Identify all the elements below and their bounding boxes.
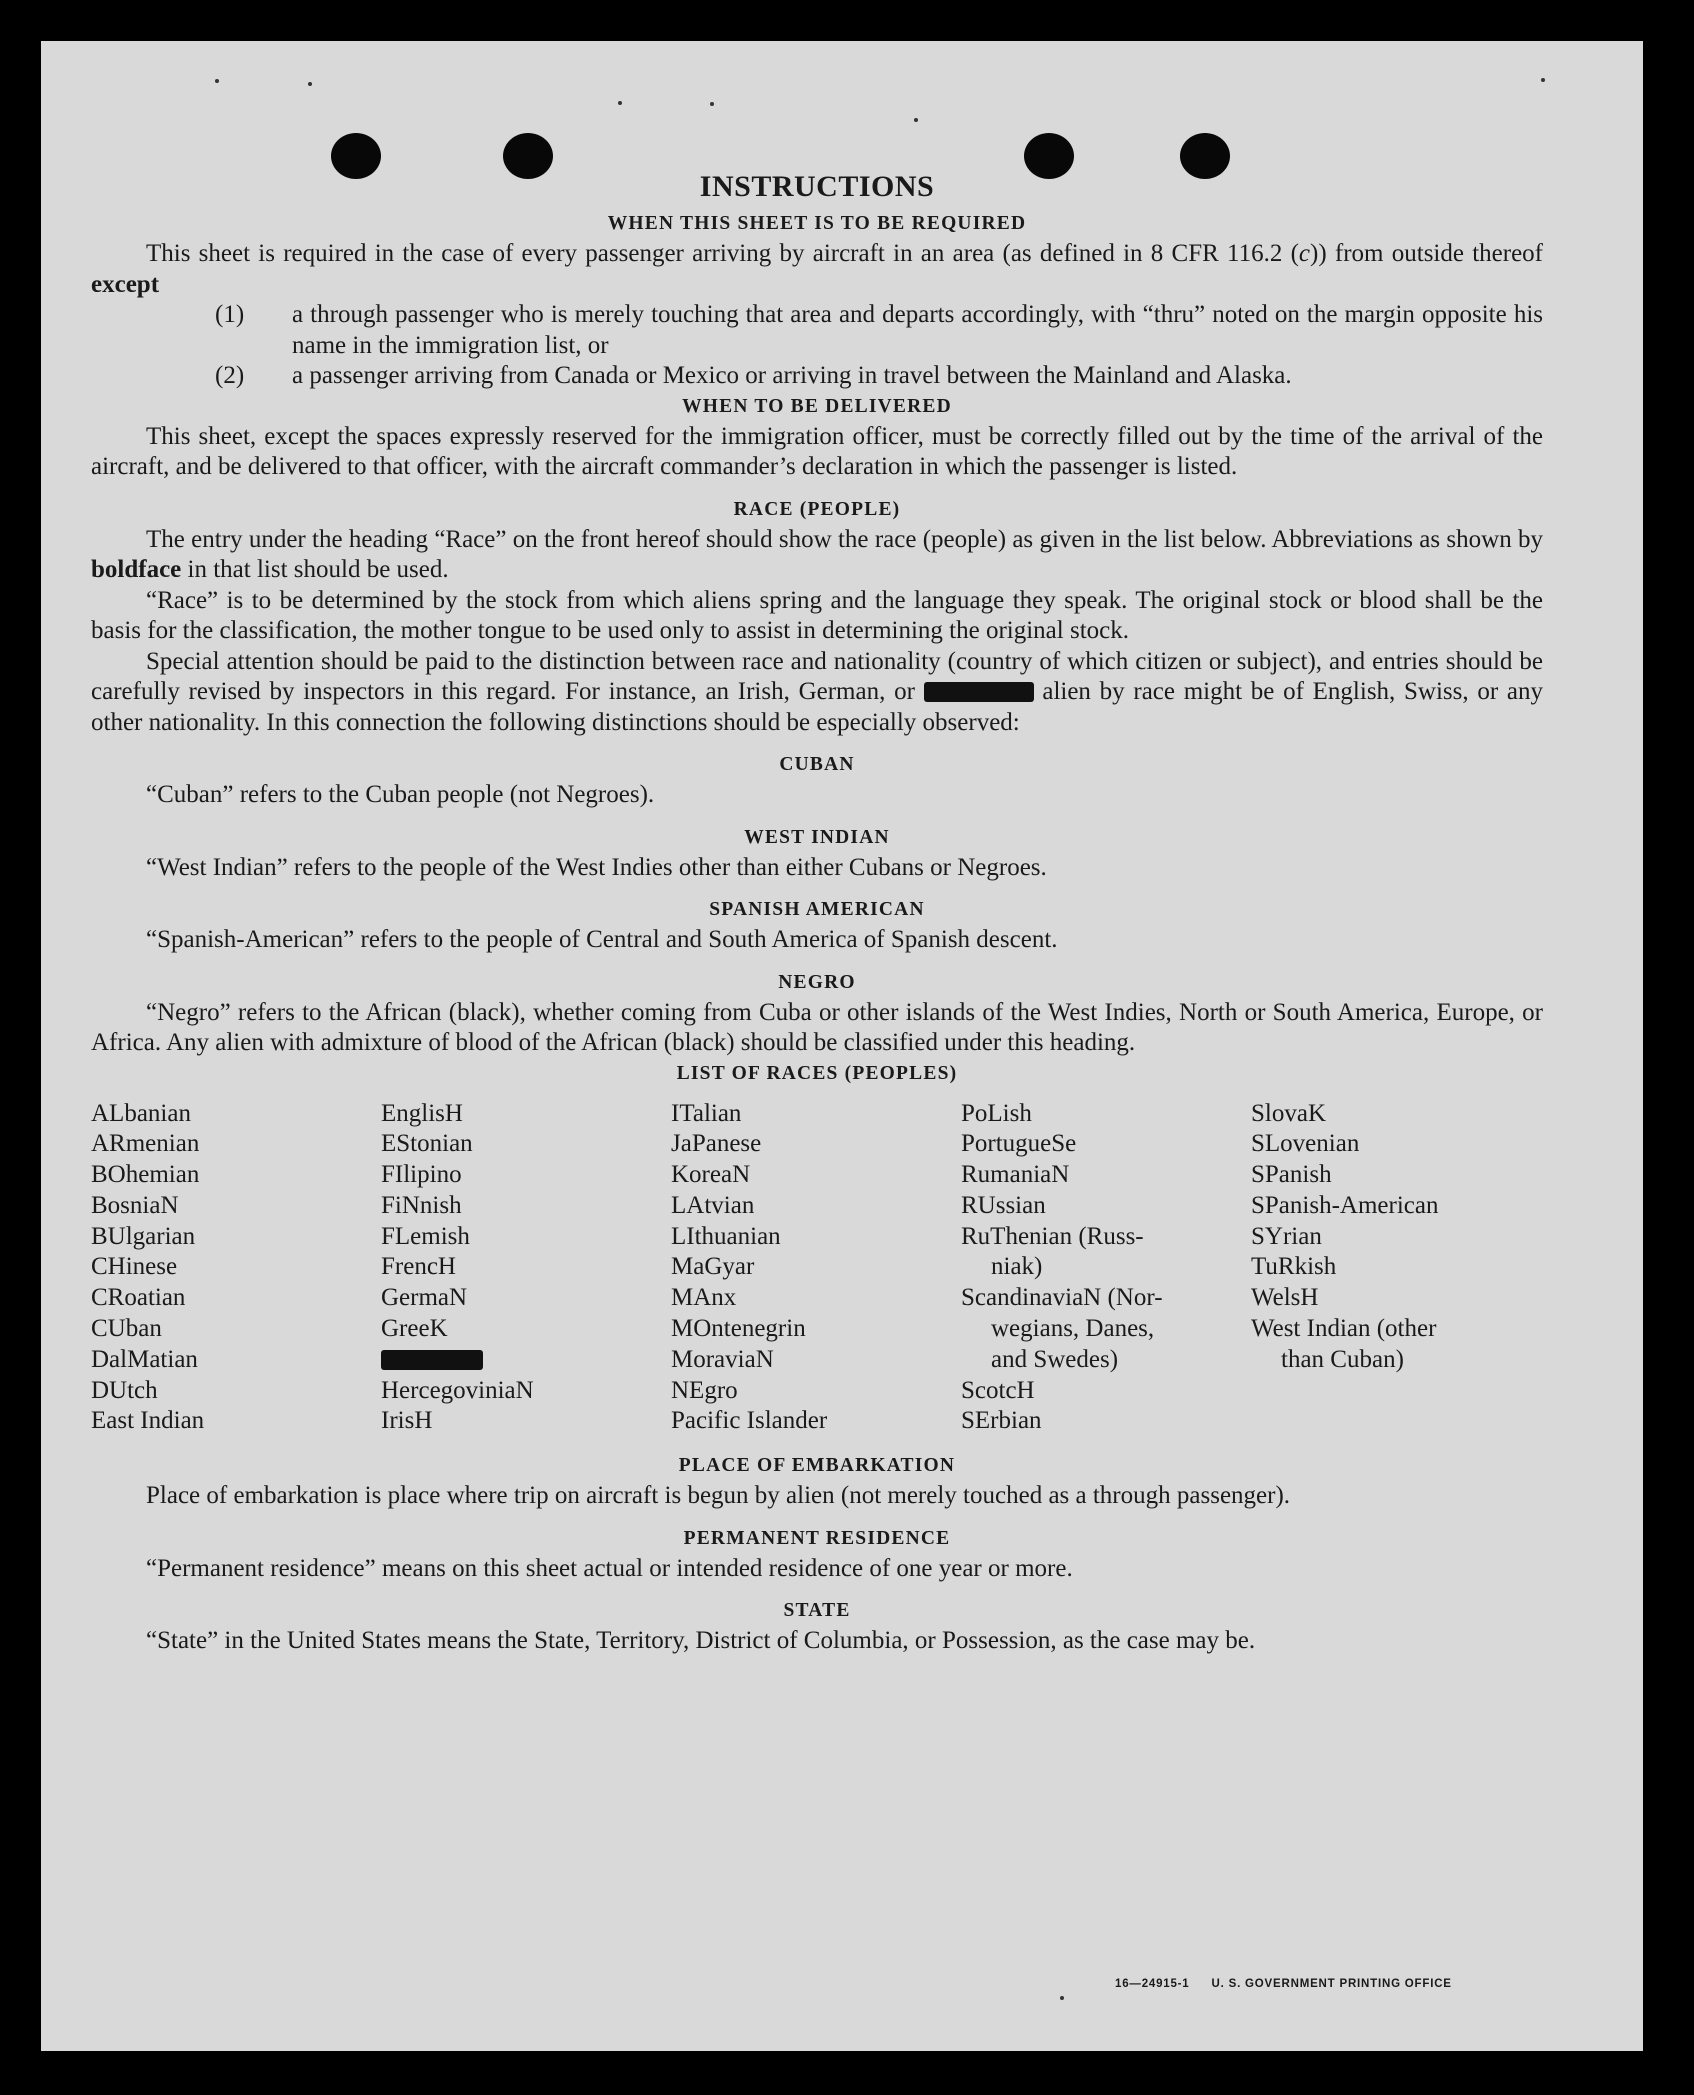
race-column	[671, 1099, 961, 1438]
race-entry: EnglisH	[381, 1099, 463, 1127]
race-entry: BUlgarian	[91, 1222, 196, 1250]
race-entry: KoreaN	[671, 1161, 751, 1189]
race-entry: and Swedes)	[991, 1345, 1119, 1373]
document-sheet	[41, 41, 1643, 2051]
race-entry: RuThenian (Russ-	[961, 1222, 1144, 1250]
race-entry: TuRkish	[1251, 1253, 1337, 1281]
speck	[215, 79, 219, 83]
race-entry: MOntenegrin	[671, 1315, 806, 1343]
race-entry: RumaniaN	[961, 1161, 1070, 1189]
spanish-american-text: “Spanish-American” refers to the people of Central and South America of Spanish descent.	[146, 926, 1058, 953]
redaction-mark	[924, 682, 1034, 702]
section-heading: WEST INDIAN	[744, 826, 890, 848]
delivered-text: This sheet, except the spaces expressly reserved for the immigration officer, must be correctly filled out by the time of the arrival of the aircraft, and be delivered to that officer, with the aircraft commander’s declaration in which the passenger is listed.	[91, 422, 1543, 480]
section-heading: PLACE OF EMBARKATION	[678, 1455, 956, 1477]
race-entry: MoraviaN	[671, 1345, 774, 1373]
race-column	[91, 1099, 381, 1438]
race-list	[91, 1099, 1543, 1438]
race-paragraph: The entry under the heading “Race” on the front hereof should show the race (people) as given in the list below. Abbreviations as shown by boldface in that list should be used.	[91, 525, 1543, 583]
race-entry: JaPanese	[671, 1130, 762, 1158]
race-entry: ALbanian	[91, 1099, 191, 1127]
race-column	[381, 1099, 671, 1438]
race-entry: ARmenian	[91, 1130, 200, 1158]
race-entry: niak)	[991, 1253, 1043, 1281]
race-entry: IrisH	[381, 1407, 433, 1435]
residence-text: “Permanent residence” means on this sheet actual or intended residence of one year or more.	[146, 1554, 1073, 1582]
section-heading: CUBAN	[779, 754, 855, 775]
race-entry: SErbian	[961, 1407, 1042, 1435]
speck	[914, 118, 918, 122]
speck	[618, 101, 622, 105]
west-indian-text: “West Indian” refers to the people of the West Indies other than either Cubans or Negroes.	[146, 853, 1047, 881]
race-entry: wegians, Danes,	[991, 1315, 1155, 1343]
race-entry: SPanish-American	[1251, 1191, 1439, 1219]
race-entry: NEgro	[671, 1376, 738, 1404]
race-entry: East Indian	[91, 1407, 205, 1435]
race-entry: DalMatian	[91, 1345, 198, 1373]
section-heading: STATE	[783, 1600, 851, 1622]
speck	[1541, 78, 1545, 82]
exception-item: (1) a through passenger who is merely touching that area and departs accordingly, with “thru” noted on the margin opposite his name in the immigration list, or	[215, 301, 1543, 359]
race-entry: PortugueSe	[961, 1130, 1077, 1158]
race-entry: FIlipino	[381, 1161, 462, 1189]
race-entry: RUssian	[961, 1191, 1046, 1219]
race-entry: GermaN	[381, 1284, 468, 1312]
speck	[308, 82, 312, 86]
speck	[710, 102, 714, 106]
race-entry: ITalian	[671, 1099, 742, 1127]
race-column	[1251, 1099, 1541, 1438]
negro-text: “Negro” refers to the African (black), whether coming from Cuba or other islands of the West Indies, North or South America, Europe, or Africa. Any alien with admixture of blood of the African (black) should be classified under this heading.	[91, 998, 1543, 1056]
race-entry: FrencH	[381, 1253, 456, 1281]
race-entry: than Cuban)	[1281, 1345, 1404, 1373]
race-entry: Pacific Islander	[671, 1407, 828, 1435]
printer-footer	[1115, 1978, 1474, 1990]
section-heading: PERMANENT RESIDENCE	[683, 1527, 951, 1549]
race-entry: CUban	[91, 1315, 162, 1343]
section-heading: WHEN THIS SHEET IS TO BE REQUIRED	[607, 213, 1027, 234]
race-entry: SPanish	[1251, 1161, 1332, 1189]
form-code: 16—24915-1	[1115, 1978, 1190, 1990]
race-column	[961, 1099, 1251, 1438]
document-title: INSTRUCTIONS	[699, 170, 935, 203]
race-entry: SlovaK	[1251, 1099, 1326, 1127]
race-entry: EStonian	[381, 1130, 473, 1158]
race-entry: DUtch	[91, 1376, 158, 1404]
section-heading: NEGRO	[778, 971, 856, 993]
section-heading: WHEN TO BE DELIVERED	[682, 395, 952, 417]
race-paragraph: Special attention should be paid to the distinction between race and nationality (country of which citizen or subject), and entries should be carefully revised by inspectors in this regard. For instance, an Irish, German, or alien by race might be of English, Swiss, or any other nationality. In this connection the following distinctions should be especially observed:	[91, 647, 1543, 736]
race-paragraph: “Race” is to be determined by the stock from which aliens spring and the language they speak. The original stock or blood shall be the basis for the classification, the mother tongue to be used only to assist in determining the original stock.	[91, 586, 1543, 644]
race-entry: CRoatian	[91, 1284, 186, 1312]
cuban-text: “Cuban” refers to the Cuban people (not Negroes).	[146, 781, 655, 808]
embarkation-text: Place of embarkation is place where trip on aircraft is begun by alien (not merely touched as a through passenger).	[146, 1482, 1291, 1510]
required-intro: This sheet is required in the case of every passenger arriving by aircraft in an area (as defined in 8 CFR 116.2 (c)) from outside thereof except	[91, 240, 1543, 298]
race-entry: ScotcH	[961, 1376, 1035, 1404]
race-entry: GreeK	[381, 1315, 448, 1343]
race-entry: MaGyar	[671, 1253, 755, 1281]
race-entry: FiNnish	[381, 1191, 462, 1219]
section-heading: RACE (PEOPLE)	[733, 498, 901, 520]
race-entry: SYrian	[1251, 1222, 1322, 1250]
race-entry: MAnx	[671, 1284, 737, 1312]
state-text: “State” in the United States means the State, Territory, District of Columbia, or Possession, as the case may be.	[146, 1627, 1256, 1655]
race-entry: HercegoviniaN	[381, 1376, 534, 1404]
race-entry-redacted	[381, 1345, 671, 1376]
race-entry: BosniaN	[91, 1191, 179, 1219]
race-entry: ScandinaviaN (Nor-	[961, 1284, 1163, 1312]
race-entry: SLovenian	[1251, 1130, 1360, 1158]
race-entry: LAtvian	[671, 1191, 755, 1219]
race-entry: CHinese	[91, 1253, 178, 1281]
race-entry: WelsH	[1251, 1284, 1319, 1312]
exception-item: (2) a passenger arriving from Canada or Mexico or arriving in travel between the Mainland and Alaska.	[215, 362, 1292, 389]
redaction-mark	[381, 1350, 483, 1370]
race-entry: BOhemian	[91, 1161, 200, 1189]
race-entry: West Indian (other	[1251, 1315, 1437, 1343]
section-heading: SPANISH AMERICAN	[709, 899, 925, 920]
race-entry: FLemish	[381, 1222, 470, 1250]
section-heading: LIST OF RACES (PEOPLES)	[676, 1062, 958, 1084]
race-entry: PoLish	[961, 1099, 1032, 1127]
speck	[1060, 1996, 1064, 2000]
instructions-body	[91, 167, 1543, 1657]
race-entry: LIthuanian	[671, 1222, 781, 1250]
printer-imprint: U. S. GOVERNMENT PRINTING OFFICE	[1211, 1978, 1452, 1990]
